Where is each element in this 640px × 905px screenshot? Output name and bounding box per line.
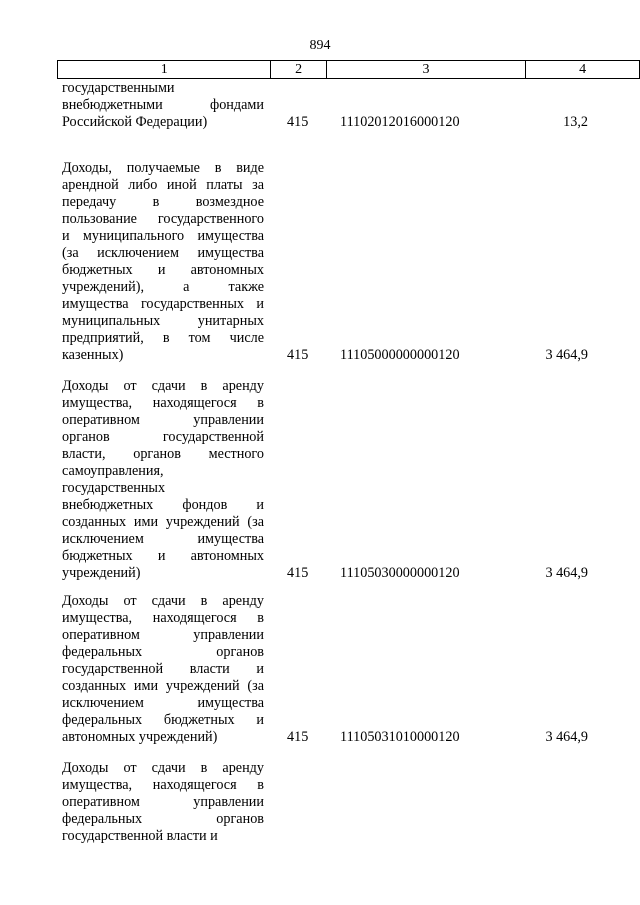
description-line: созданных ими учреждений (за <box>62 514 264 530</box>
row-budget-code: 11105031010000120 <box>340 729 460 745</box>
column-header-2: 2 <box>271 61 326 79</box>
page-number: 894 <box>309 38 331 53</box>
row-budget-code: 11102012016000120 <box>340 114 460 130</box>
description-line: имущества, находящегося в <box>62 395 264 411</box>
column-header-1: 1 <box>58 61 271 79</box>
description-line: предприятий, в том числе <box>62 330 264 346</box>
column-header-row <box>58 61 640 79</box>
description-line: внебюджетных фондов и <box>62 497 264 513</box>
description-line: исключением имущества <box>62 531 264 547</box>
description-line: самоуправления, <box>62 463 164 479</box>
description-line: муниципальных унитарных <box>62 313 264 329</box>
description-line: учреждений), а также <box>62 279 264 295</box>
description-line: внебюджетными фондами <box>62 97 264 113</box>
row-amount: 13,2 <box>563 114 588 130</box>
description-line: Российской Федерации) <box>62 114 208 130</box>
description-line: бюджетных и автономных <box>62 262 264 278</box>
description-line: казенных) <box>62 347 124 363</box>
row-description <box>62 593 264 746</box>
description-line: государственными <box>62 80 175 96</box>
description-line: созданных ими учреждений (за <box>62 678 264 694</box>
description-line: оперативном управлении <box>62 794 264 810</box>
row-description <box>62 160 264 364</box>
description-line: государственной власти и <box>62 661 264 677</box>
description-line: бюджетных и автономных <box>62 548 264 564</box>
column-header-table <box>57 60 640 79</box>
row-admin-code: 415 <box>287 347 309 363</box>
description-line: государственной власти и <box>62 828 218 844</box>
description-line: учреждений) <box>62 565 141 581</box>
description-line: государственных <box>62 480 166 496</box>
description-line: автономных учреждений) <box>62 729 218 745</box>
row-description <box>62 760 264 845</box>
row-budget-code: 11105000000000120 <box>340 347 460 363</box>
row-budget-code: 11105030000000120 <box>340 565 460 581</box>
description-line: передачу в возмездное <box>62 194 264 210</box>
description-line: Доходы от сдачи в аренду <box>62 760 264 776</box>
description-line: Доходы от сдачи в аренду <box>62 378 264 394</box>
row-admin-code: 415 <box>287 729 309 745</box>
description-line: Доходы, получаемые в виде <box>62 160 264 176</box>
description-line: имущества, находящегося в <box>62 777 264 793</box>
description-line: оперативном управлении <box>62 627 264 643</box>
row-admin-code: 415 <box>287 114 309 130</box>
column-header-4: 4 <box>526 61 640 79</box>
row-admin-code: 415 <box>287 565 309 581</box>
description-line: пользование государственного <box>62 211 264 227</box>
description-line: и муниципального имущества <box>62 228 264 244</box>
description-line: федеральных бюджетных и <box>62 712 264 728</box>
description-line: имущества государственных и <box>62 296 264 312</box>
row-amount: 3 464,9 <box>545 565 588 581</box>
description-line: органов государственной <box>62 429 264 445</box>
row-amount: 3 464,9 <box>545 347 588 363</box>
description-line: Доходы от сдачи в аренду <box>62 593 264 609</box>
description-line: арендной либо иной платы за <box>62 177 264 193</box>
description-line: федеральных органов <box>62 811 264 827</box>
description-line: исключением имущества <box>62 695 264 711</box>
description-line: власти, органов местного <box>62 446 264 462</box>
description-line: (за исключением имущества <box>62 245 264 261</box>
row-description <box>62 378 264 582</box>
description-line: оперативном управлении <box>62 412 264 428</box>
row-description <box>62 80 264 131</box>
description-line: имущества, находящегося в <box>62 610 264 626</box>
column-header-3: 3 <box>326 61 526 79</box>
description-line: федеральных органов <box>62 644 264 660</box>
row-amount: 3 464,9 <box>545 729 588 745</box>
